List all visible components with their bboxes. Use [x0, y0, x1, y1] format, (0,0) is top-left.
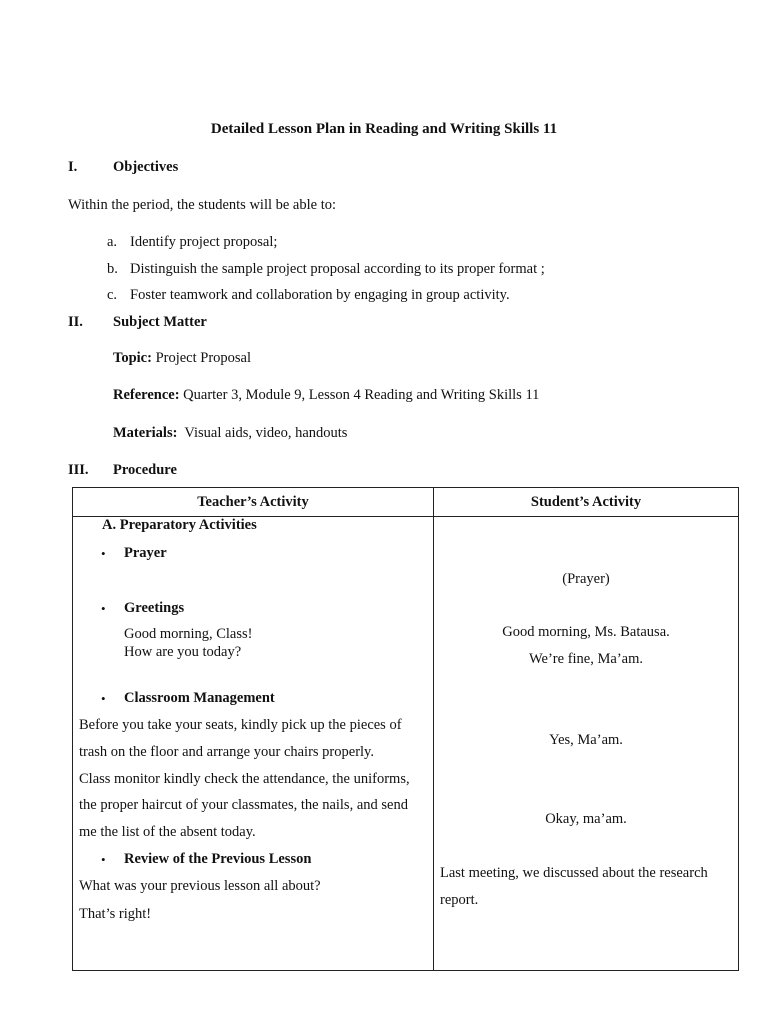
student-activity-cell — [434, 517, 739, 971]
table-row — [73, 517, 739, 971]
student-response: Okay, ma’am. — [545, 811, 627, 827]
materials-line — [113, 425, 347, 442]
teacher-activity-cell — [73, 517, 434, 971]
section-numeral-objectives: I. — [68, 159, 78, 175]
bullet: • — [101, 546, 106, 561]
procedure-table — [72, 487, 739, 971]
table-header-row — [73, 488, 739, 517]
page-title: Detailed Lesson Plan in Reading and Writing Skills 11 — [210, 121, 558, 137]
reference-value: Quarter 3, Module 9, Lesson 4 Reading and Writing Skills 11 — [179, 387, 540, 403]
topic-label: Topic: — [113, 350, 152, 366]
greeting-line: How are you today? — [124, 644, 242, 660]
review-line: What was your previous lesson all about? — [79, 878, 321, 894]
bullet: • — [101, 691, 106, 706]
part-a-heading: A. Preparatory Activities — [102, 517, 257, 533]
student-response: Yes, Ma’am. — [549, 732, 623, 748]
review-line: That’s right! — [79, 906, 152, 922]
section-numeral-subject-matter: II. — [68, 314, 83, 330]
bullet: • — [101, 852, 106, 867]
objective-marker: a. — [107, 234, 118, 250]
classroom-management-line: the proper haircut of your classmates, the nails, and send — [79, 797, 408, 813]
objective-item: Foster teamwork and collaboration by engaging in group activity. — [130, 287, 510, 303]
header-student-activity: Student’s Activity — [434, 488, 739, 517]
section-heading-objectives: Objectives — [113, 159, 179, 175]
materials-value: Visual aids, video, handouts — [177, 425, 348, 441]
student-greeting: We’re fine, Ma’am. — [529, 651, 643, 667]
student-prayer: (Prayer) — [562, 571, 610, 587]
classroom-management-line: trash on the floor and arrange your chairs properly. — [79, 744, 374, 760]
section-heading-procedure: Procedure — [113, 462, 177, 478]
student-review-line: report. — [440, 892, 479, 908]
reference-line — [113, 387, 539, 404]
header-teacher-activity: Teacher’s Activity — [73, 488, 434, 517]
review-heading: Review of the Previous Lesson — [124, 851, 312, 867]
objective-marker: b. — [107, 261, 118, 277]
objective-marker: c. — [107, 287, 118, 303]
student-greeting: Good morning, Ms. Batausa. — [502, 624, 670, 640]
materials-label: Materials: — [113, 425, 178, 441]
classroom-management-line: Before you take your seats, kindly pick up the pieces of — [79, 717, 402, 733]
section-numeral-procedure: III. — [68, 462, 89, 478]
section-heading-subject-matter: Subject Matter — [113, 314, 207, 330]
objective-item: Distinguish the sample project proposal according to its proper format ; — [130, 261, 545, 277]
greetings-heading: Greetings — [124, 600, 185, 616]
student-review-line: Last meeting, we discussed about the research — [440, 865, 708, 881]
objective-item: Identify project proposal; — [130, 234, 278, 250]
classroom-management-line: me the list of the absent today. — [79, 824, 256, 840]
topic-value: Project Proposal — [151, 350, 252, 366]
bullet: • — [101, 601, 106, 616]
greeting-line: Good morning, Class! — [124, 626, 253, 642]
topic-line — [113, 350, 251, 367]
classroom-management-line: Class monitor kindly check the attendance, the uniforms, — [79, 771, 410, 787]
classroom-management-heading: Classroom Management — [124, 690, 275, 706]
objectives-intro: Within the period, the students will be able to: — [68, 197, 337, 213]
prayer-heading: Prayer — [124, 545, 167, 561]
reference-label: Reference: — [113, 387, 180, 403]
